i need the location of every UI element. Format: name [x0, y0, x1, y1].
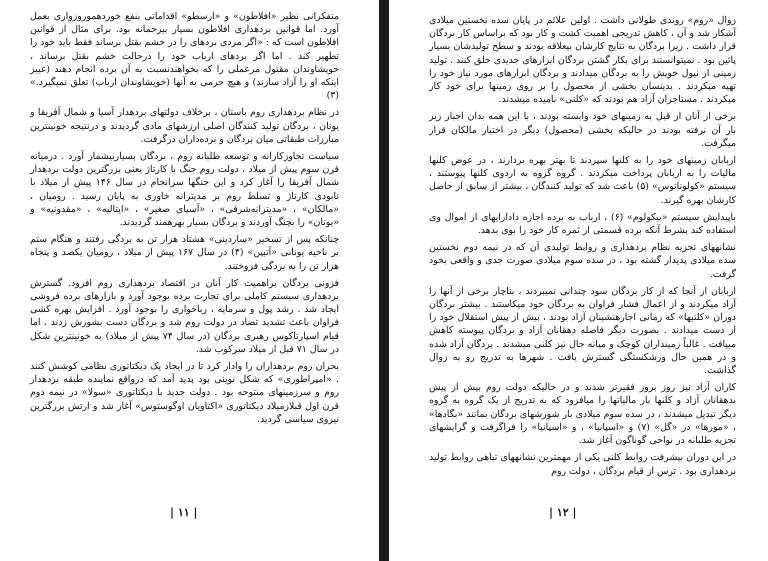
- paragraph: اربابان از آنجا که از کار بردگان سود چندانی نمیبردند ، بناچار برخی از آنها را آزاد میکردند و از اعمال فشار فراوان به بردگان خود میکاستند . بیشتر بردگان دوران «کلنیها» که زمانی اجارهنشینان آزاد بودند ، بیش از پیش استقلال خود را از دست میدادند . بصورت دیگر فاصله دهقانان آزاد و بردگان پیوسته کاهش مییافت . غالباً زمینداران کوچک و میانه حال نیز کلنی میشدند . بردگان آزاد شده و در همین حال ورشکستگی گسترش یافت . شهرها به تدریج رو به زوال گذاشت.: [429, 285, 736, 377]
- left-page-text: [30, 10, 339, 426]
- paragraph: در نظام بردهداری روم باستان ، برخلاف دولتهای بردهدار آسیا و شمال آفریقا و یونان ، بردگان تولید کنندگان اصلی ارزشهای مادی گردیدند و درنتیجه خونینترین مبارزات طبقاتی میان بردگان و برده‌داران درگرفت.: [30, 107, 339, 145]
- right-page-text: [429, 14, 736, 478]
- paragraph: کاران آزاد نیز روز بروز فقیرتر شدند و در حالیکه دولت روم بیش از پیش بدهقانان آزاد و کلنها بار مالیاتها را میافزود که به تدریج از یک گروه به گروه دیگر تبدیل میشدند ، در سده سوم میلادی بار شورشهای بردگان بمانند «بگادها» ، «مورها» در «گل» (۷) و «اسپانیا» ، و «اسپانیا» را فراگرفت و گرایشهای تجزیه طلبانه در نواحی گوناگون آغاز شد.: [429, 382, 736, 447]
- paragraph: نشانههای تجزیه نظام بردهداری و روابط تولیدی آن که در نیمه دوم نخستین سده میلادی پدیدار گشته بود ، در سده سوم میلادی صورت جدی و واقعی بخود گرفت.: [429, 242, 736, 280]
- paragraph: اربابان زمینهای خود را به کلنها سپردند تا بهتر بهره بردارند ، در عوض کلنها مالیات را به اربابان پرداخت میکردند . گروه گروه به اردوی کلنها پیوستند ، سیستم «کولوناتوس» (۵) باعث شد که تولید کنندگان ، بیشتر از سابق از حاصل کارشان بهره گیرند.: [429, 155, 736, 206]
- paragraph: زوال «روم» روندی طولانی داشت . اولین علائم در پایان سده نخستین میلادی آشکار شد و آن ، کاهش تدریجی اهمیت کشت و کار بود که براساس کار بردگان قرار داشت . زیرا بردگان به نتایج کارشان بیعلاقه بودند و سطح تولیدشان بسیار پائین بود . نمیتوانستند برای بکار گشتن بردگان ابزارهای جدیدی خلق کنند . تولید زمینی از نیول خویش را به بردگان میدادند و بردگان ابزارهای مورد نیاز خود را تهیه میکردند . بدینسان بخشی از محصول را بر روی زمینها برای خود کار میکردند . مستاجران آزاد هم بودند که «کلنی» نامیده میشدند.: [429, 15, 736, 106]
- paragraph: چنانکه پس از تسخیر «ساردینی» هشتاد هزار تن به بردگی رفتند و هنگام ستم بر ناحیه یونانی «آتیپن» (۴) در سال ۱۶۷ پیش از میلاد ، رومیان یکصد و پنجاه هزار تن را به بردگی فروختند.: [30, 234, 340, 272]
- page-number: | ۱۱ |: [170, 506, 198, 519]
- paragraph: سیاست تجاوزکارانه و توسعه طلبانه روم ، بردگان بسیاربیشمار آورد . درمیانه قرن سوم پیش از میلاد ، دولت روم جنگ با کارتاژ یعنی بزرگترین دولت بردهدار شمال آفریقا را آغاز کرد و این جنگها سرانجام در سال ۱۴۶ پیش از میلاد با نابودی کارتاژ و تسلط روم بر مدیترانه خاوری به پایان رسید . رومیان ، «مالکان» ، «مدیترانه‌شرقی» ، «آسیای صغیر» ، «ایتالیه» ، «مقدونیه» و «یونان» را بچنگ آوردند و بردگان بسیار بهرهمند گردیدند.: [30, 151, 340, 229]
- paragraph: برخی از آنان از قبل به زمینهای خود وابسته بودند ، با این همه بدان اجبار زیر بار آن نرفته بودند در حالیکه بخشی (محصول) دیگر در اختیار مالکان قرار میگرفت.: [429, 111, 736, 149]
- page-gutter: [379, 0, 389, 561]
- paragraph: باپیدایش سیستم «بیکولوم» (۶) ، ارباب به برده اجازه دادارایهای از اموال وی استفاده کند بشرط آنکه برده قسمتی از ثمره کار خود را بوی بدهد.: [429, 211, 737, 237]
- left-page: [0, 0, 379, 561]
- paragraph: متفکرانی نظیر «افلاطون» و «ارسطو» اقداماتی بنفع خوردهموروزواری بعمل آورد. اما قوانین بردهداری افلاطون بسیار بیرحمانه بود. برای مثال از قوانین افلاطون است که : «اگر مردی بردهای را در خشم بقتل برساند فقط باید خود را تطهیر کند . اما اگر بردهای ارباب خود را درحالت خشم بقتل برساند ، خویشاوندان مقتول مرعملی را که بخواهندنسبت به آن برده انجام دهند (عیبز اینکه او را آزاد سازند) و هیچ جرمی به آنها (خویشاوندان ارباب) تعلق نمیگیرد.» (۳): [30, 11, 339, 102]
- right-page: [389, 0, 768, 561]
- paragraph: بحران روم بردهداران را وادار کرد تا در ایجاد یک دیکتاتوری نظامی کوشش کنند . «امپراطوری» که شکل نوینی بود پدید آمد که درواقع نماینده طبقه بردهدار روم و سرزمینهای منتوحه بود . دولت جدید با دیکتاتوری «سولا» در نیمه دوم قرن اول قبلازمیلاد دیکتاتوری «اکتاویان اوگوستوس» آغاز شد و ارتش بزرگترین نیروی سیاسی گردید.: [30, 361, 339, 425]
- paragraph: فزونی بردگان براهمیت کار آنان در اقتصاد بردهداری روم افزود. گسترش بردهداری سیستم کاملی برای تجارت برده بوجود آورد و بازارهای برده فروشی ایجاد شد . رشد پول و سرمایه ، رباخواری را بوجود آورد . افزایش بهره کشی فراوان باعث تشدید تضاد در دولت روم شد و بردگان دست بشورش زدند . اما قیام اسپارتاکوس رهبری بردگان (در سال ۷۴ پیش از میلاد) به خونینترین شکل در سال ۷۱ قبل از میلاد سرکوب شد.: [30, 277, 339, 355]
- paragraph: در این دوران بیشرفت روابط کلنی یکی از مهمترین نشانههای تباهی روابط تولید بردهداری بود . ترس از قیام بردگان ، دولت روم: [429, 452, 736, 477]
- page-number: | ۱۲ |: [549, 506, 577, 519]
